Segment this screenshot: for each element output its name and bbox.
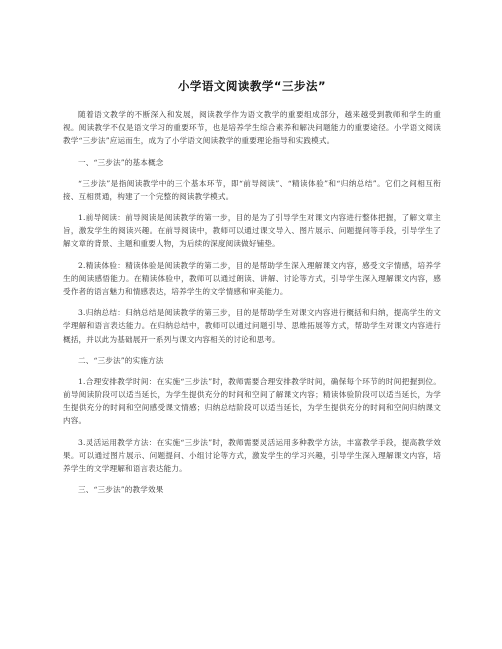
intro-paragraph: 随着语文教学的不断深入和发展，阅读教学作为语文教学的重要组成部分，越来越受到教师和学生的重视。阅读教学不仅是语文学习的重要环节，也是培养学生综合素养和解决问题能力的重要途径。小学语文阅读教学“三步法”应运而生，成为了小学语文阅读教学的重要理论指导和实践模式。: [63, 110, 441, 146]
document-title: 小学语文阅读教学“三步法”: [177, 79, 327, 93]
section-1-paragraph-4: 3.归纳总结：归纳总结是阅读教学的第三步，目的是帮助学生对课文内容进行概括和归纳，提高学生的文学理解和语言表达能力。在归纳总结中，教师可以通过问题引导、思维拓展等方式，帮助学生对课文内容进行概括，并以此为基础展开一系列与课文内容相关的讨论和思考。: [63, 308, 441, 344]
document-page: [63, 78, 441, 504]
section-1-paragraph-1: “三步法”是指阅读教学中的三个基本环节，即“前导阅读”、“精读体验”和“归纳总结”。它们之间相互衔接、互相贯通，构建了一个完整的阅读教学模式。: [63, 178, 441, 201]
section-1-paragraph-3: 2.精读体验：精读体验是阅读教学的第二步，目的是帮助学生深入理解课文内容，感受文字情感，培养学生的阅读感悟能力。在精读体验中，教师可以通过朗读、讲解、讨论等方式，引导学生深入理解课文内容，感受作者的语言魅力和情感表达，培养学生的文学情感和审美能力。: [63, 260, 441, 297]
section-1-heading: 一、“三步法”的基本概念: [78, 157, 164, 167]
section-2-heading: 二、“三步法”的实施方法: [78, 355, 164, 365]
section-1-paragraph-2: 1.前导阅读：前导阅读是阅读教学的第一步，目的是为了引导学生对课文内容进行整体把握，了解文章主旨，激发学生的阅读兴趣。在前导阅读中，教师可以通过课文导入、图片展示、问题提问等手段，引导学生了解文章的背景、主题和重要人物，为后续的深度阅读做好铺垫。: [63, 213, 441, 249]
section-2-paragraph-1: 1.合理安排教学时间：在实施“三步法”时，教师需要合理安排教学时间，确保每个环节的时间把握到位。前导阅读阶段可以适当延长，为学生提供充分的时间和空间了解课文内容；精读体验阶段可以适当延长，为学生提供充分的时间和空间感受课文情感；归纳总结阶段可以适当延长，为学生提供充分的时间和空间归纳课文内容。: [63, 376, 441, 426]
section-2-paragraph-2: 3.灵活运用教学方法：在实施“三步法”时，教师需要灵活运用多种教学方法，丰富教学手段，提高教学效果。可以通过图片展示、问题提问、小组讨论等方式，激发学生的学习兴趣，引导学生深入理解课文内容，培养学生的文学理解和语言表达能力。: [63, 437, 441, 474]
section-3-heading: 三、“三步法”的教学效果: [78, 485, 164, 495]
